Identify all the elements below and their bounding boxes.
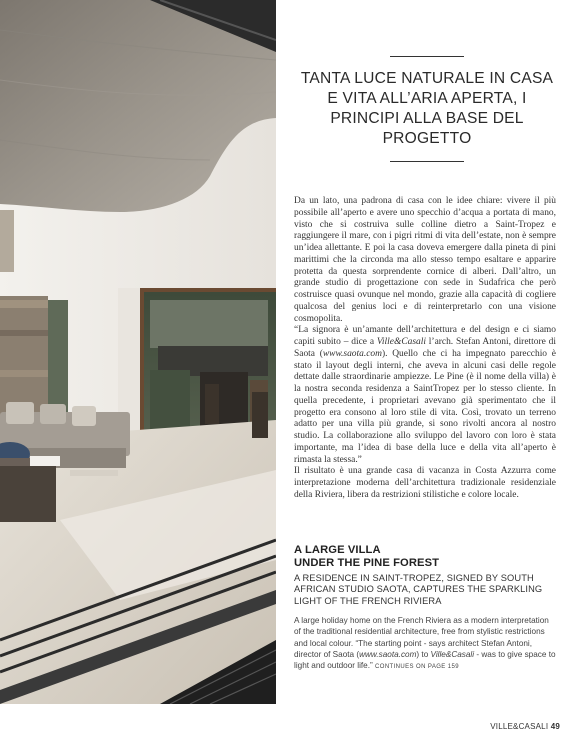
page-folio xyxy=(490,722,560,731)
english-title-line-1: A LARGE VILLA xyxy=(294,544,381,556)
continues-on-page: CONTINUES ON PAGE 159 xyxy=(375,664,459,671)
english-body xyxy=(294,615,556,673)
body-paragraph-2 xyxy=(294,325,556,466)
english-subtitle: A RESIDENCE IN SAINT-TROPEZ, SIGNED BY SOUTH AFRICAN STUDIO SAOTA, CAPTURES THE SPARKLING LIGHT OF THE FRENCH RIVIERA xyxy=(294,573,543,606)
english-summary xyxy=(294,544,556,673)
english-body-text-b: ) to xyxy=(416,649,431,659)
body-paragraph-2-text-a: “La signora è un’amante dell’architettura e del design e ci siamo capiti subito – dice a xyxy=(294,325,556,347)
headline-block xyxy=(298,56,556,162)
english-magazine-name: Ville&Casali xyxy=(430,649,475,659)
headline-bottom-rule xyxy=(390,161,464,162)
page-number: 49 xyxy=(550,722,560,731)
saota-url-link[interactable]: www.saota.com xyxy=(322,348,382,359)
interior-photo xyxy=(0,0,276,704)
body-paragraph-1: Da un lato, una padrona di casa con le idee chiare: vivere il più possibile all’aperto e avere uno specchio d’acqua a portata di mano, visto che si costruiva sulle colline dietro a Saint-Tropez e raggiungere il mare, con i pigri ritmi di vita dell’estate, non è sempre un’idea allettante. E poi la casa doveva emergere dalla pineta di pini marittimi che la circonda ma allo stesso tempo esaltare e apparire protetta da questa sorprendente cornice di alberi. Dall’altro, un grande studio di progettazione con sede in Sudafrica che però costruisce quasi ovunque nel mondo, grazie alla capacità di cogliere qualcosa del genius loci e di reinterpretarlo con una visione cosmopolita. xyxy=(294,196,556,324)
english-title-line-2: UNDER THE PINE FOREST xyxy=(294,556,440,569)
english-saota-url-link[interactable]: www.saota.com xyxy=(359,649,417,659)
body-paragraph-2-text-b: l’arch. Stefan Antoni, direttore di Saota ( xyxy=(294,337,556,359)
headline: TANTA LUCE NATURALE IN CASA E VITA ALL’ARIA APERTA, I PRINCIPI ALLA BASE DEL PROGETTO xyxy=(300,70,554,147)
body-paragraph-2-text-c: ). Quello che ci ha impegnato parecchio è stato il layout degli interni, che aveva in alcuni casi delle regole dettate dalle straordinarie ampiezze. Le Pine (è il nome della villa) è la nostra seconda residenza a SaintTropez per lo stesso cliente. In quella precedente, i proprietari avevano già sperimentato che il progetto era consono al loro stile di vita. Così, trovato un terreno adatto per una villa più grande, si sono rivolti ancora al nostro studio. La collaborazione allo sviluppo del lavoro con loro è stata importante, ma l’idea di base della luce e della vita all’aperto è rimasta la stessa.” xyxy=(294,348,556,465)
body-paragraph-3: Il risultato è una grande casa di vacanza in Costa Azzurra come interpretazione moderna dell’architettura tradizionale residenziale della Riviera, libera da restrizioni stilistiche e colore locale. xyxy=(294,466,556,500)
folio-magazine: VILLE&CASALI xyxy=(490,722,549,731)
english-body-text-a: A large holiday home on the French Riviera as a modern interpretation of the traditional residential architecture, free from stylistic restrictions and local colour. “The starting point - says architect Stefan Antoni, director of Saota ( xyxy=(294,616,549,659)
english-body-text-c: - was to give space to light and outdoor life.” xyxy=(294,649,556,671)
magazine-name: Ville&Casali xyxy=(376,337,426,347)
english-title xyxy=(294,544,556,569)
villa-interior-illustration xyxy=(0,0,276,704)
headline-top-rule xyxy=(390,56,464,57)
article-body-italian xyxy=(294,196,556,502)
